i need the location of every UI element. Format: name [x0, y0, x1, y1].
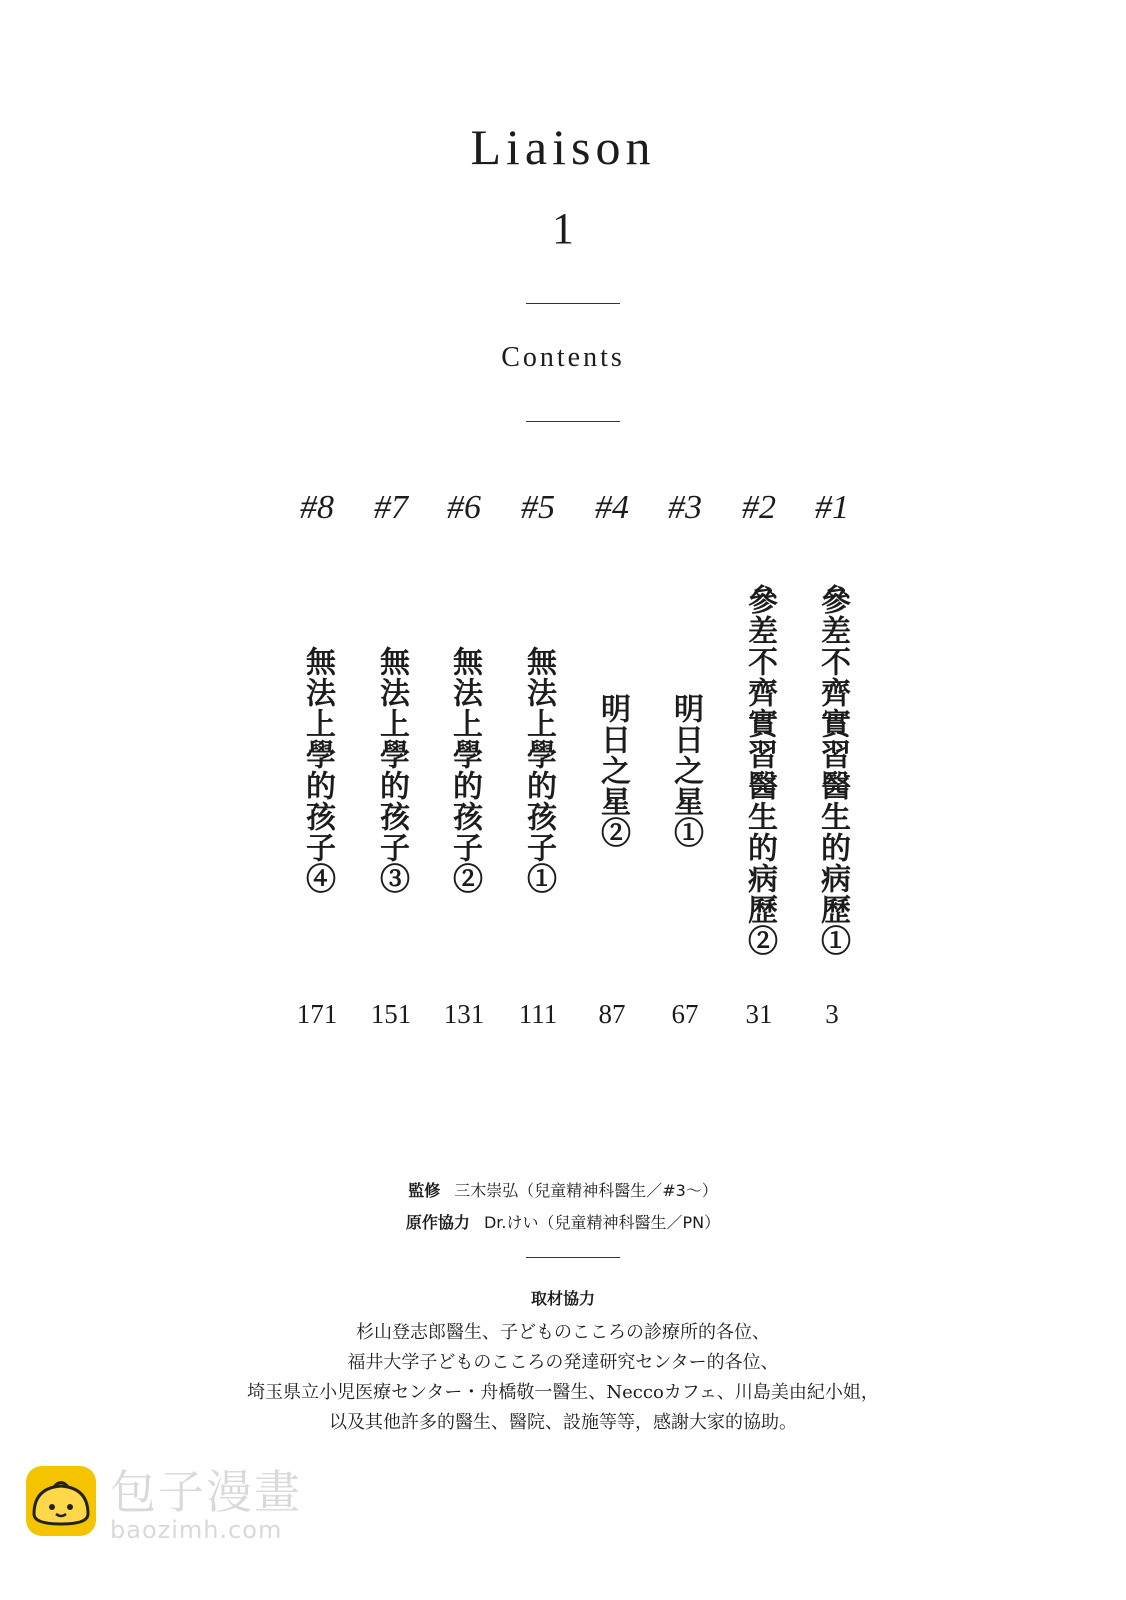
chapter-number: #5	[521, 489, 555, 526]
chapter-1-page: 3	[825, 999, 839, 1029]
chapter-number: #3	[668, 489, 702, 526]
chapter-5[interactable]	[502, 488, 574, 960]
chapter-3-page: 67	[671, 999, 699, 1029]
thanks-line-2: 福井大学子どものこころの発達研究センター的各位、	[347, 1352, 779, 1373]
chapter-4-page: 87	[598, 999, 626, 1029]
chapter-title: 無法上學的孩子③	[374, 646, 409, 894]
divider-top	[526, 303, 620, 304]
divider-contents	[526, 421, 620, 422]
chapter-5-page: 111	[518, 999, 558, 1029]
credit-label: 原作協力	[405, 1213, 470, 1232]
thanks-heading: 取材協力	[530, 1289, 595, 1308]
volume-number: 1	[552, 204, 574, 253]
chapter-6[interactable]	[428, 488, 500, 960]
bun-mascot-icon[interactable]	[26, 1466, 96, 1536]
chapter-number: #7	[374, 489, 408, 526]
chapter-title: 無法上學的孩子②	[447, 646, 482, 894]
chapter-title: 明日之星②	[595, 692, 630, 848]
chapter-8-page: 171	[296, 999, 338, 1029]
chapter-7-page: 151	[370, 999, 412, 1029]
credit-value: Dr.けい（兒童精神科醫生／PN）	[483, 1213, 721, 1232]
chapter-title: 參差不齊實習醫生的病歷①	[815, 584, 850, 956]
chapter-title: 無法上學的孩子①	[521, 646, 556, 894]
chapter-1[interactable]	[796, 488, 868, 960]
chapter-2-page: 31	[745, 999, 773, 1029]
chapter-number: #2	[742, 489, 776, 526]
watermark-domain[interactable]: baozimh.com	[110, 1516, 283, 1544]
credit-label: 監修	[408, 1181, 441, 1200]
divider-credits	[526, 1257, 620, 1258]
thanks-line-3: 埼玉県立小児医療センター・舟橋敬一醫生、Neccoカフェ、川島美由紀小姐，	[247, 1382, 879, 1403]
chapter-number: #1	[815, 489, 849, 526]
chapter-6-page: 131	[443, 999, 485, 1029]
credit-supervision	[0, 1178, 1126, 1201]
credit-value: 三木崇弘（兒童精神科醫生／#3～）	[454, 1181, 718, 1200]
chapter-4[interactable]	[576, 488, 648, 960]
chapter-2[interactable]	[723, 488, 795, 960]
chapter-7[interactable]	[355, 488, 427, 960]
chapter-title: 無法上學的孩子④	[300, 646, 335, 894]
chapter-number: #4	[595, 489, 629, 526]
credit-original	[0, 1210, 1126, 1233]
chapter-title: 參差不齊實習醫生的病歷②	[742, 584, 777, 956]
book-title: Liaison	[470, 119, 656, 175]
chapter-3[interactable]	[649, 488, 721, 960]
chapter-number: #8	[300, 489, 334, 526]
chapter-title: 明日之星①	[668, 692, 703, 848]
chapter-number: #6	[447, 489, 481, 526]
chapter-8[interactable]	[281, 488, 353, 960]
watermark-site-name[interactable]: 包子漫畫	[110, 1465, 302, 1519]
thanks-line-4: 以及其他許多的醫生、醫院、設施等等，感謝大家的協助。	[329, 1412, 797, 1433]
contents-heading: Contents	[501, 342, 625, 373]
thanks-line-1: 杉山登志郎醫生、子どものこころの診療所的各位、	[356, 1322, 770, 1343]
